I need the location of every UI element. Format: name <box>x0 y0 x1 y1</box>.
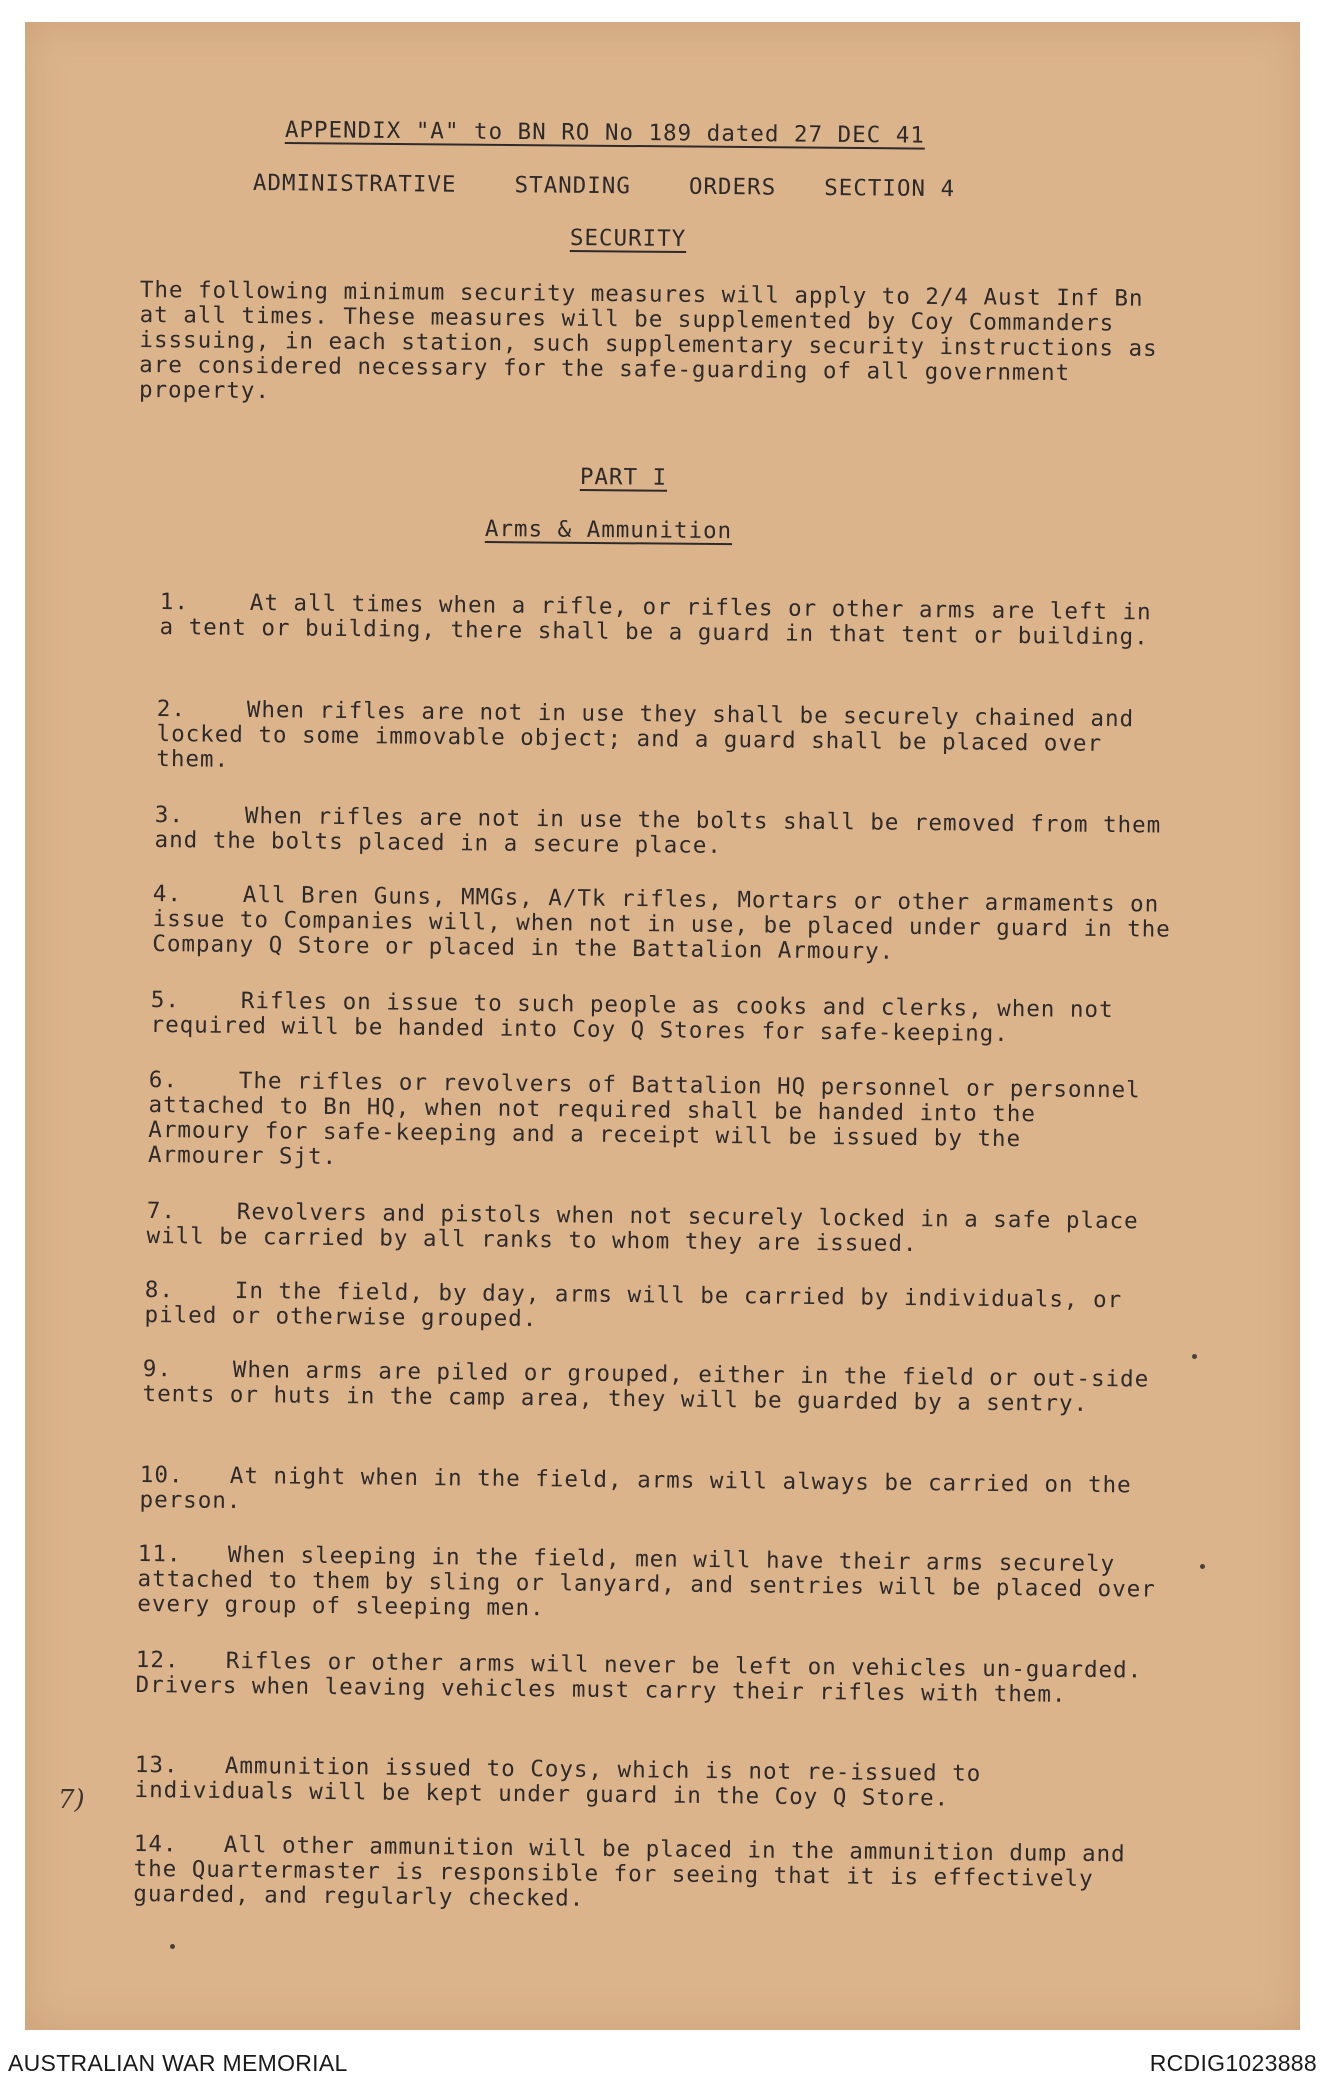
heading-word: SECTION 4 <box>824 174 956 203</box>
order-item-1 <box>159 590 1159 650</box>
item-text: When sleeping in the field, men will have their arms securely attached to them by sling or lanyard, and sentries will be placed over every group of sleeping men. <box>137 1541 1156 1622</box>
part-title: PART I <box>579 464 668 491</box>
item-text: Rifles or other arms will never be left on vehicles un-guarded. Drivers when leaving vehicles must carry their rifles with them. <box>135 1647 1143 1708</box>
item-number: 9. <box>142 1356 173 1383</box>
item-text: Ammunition issued to Coys, which is not re-issued to individuals will be kept under guard in the Coy Q Store. <box>134 1752 982 1812</box>
item-text: At night when in the field, arms will always be carried on the person. <box>139 1462 1132 1515</box>
ink-speck <box>1200 1564 1205 1569</box>
order-item-10 <box>139 1463 1139 1523</box>
archive-credit: AUSTRALIAN WAR MEMORIAL <box>8 2050 348 2076</box>
order-item-7 <box>146 1199 1146 1259</box>
item-text: Rifles on issue to such people as cooks and clerks, when not required will be handed into Coy Q Stores for safe-keeping. <box>150 987 1114 1047</box>
item-number: 3. <box>154 802 185 829</box>
item-number: 4. <box>152 881 183 908</box>
heading-word: STANDING <box>514 172 632 200</box>
item-number: 14. <box>133 1831 178 1858</box>
item-text: Revolvers and pistols when not securely locked in a safe place will be carried by all ranks to whom they are issued. <box>146 1198 1139 1258</box>
item-text: At all times when a rifle, or rifles or other arms are left in a tent or building, there shall be a guard in that tent or building. <box>159 589 1152 651</box>
order-item-5 <box>150 988 1160 1049</box>
item-text: In the field, by day, arms will be carried by individuals, or piled or otherwise grouped. <box>144 1277 1123 1333</box>
order-item-4 <box>152 882 1193 968</box>
item-number: 7. <box>146 1198 177 1225</box>
part-subtitle: Arms & Ammunition <box>484 516 733 545</box>
order-item-12 <box>135 1648 1155 1709</box>
item-text: All other ammunition will be placed in the ammunition dump and the Quartermaster is responsible for seeing that it is effectively guarded, and regularly checked. <box>133 1831 1126 1912</box>
order-item-8 <box>144 1278 1164 1339</box>
order-item-13 <box>134 1753 1124 1813</box>
item-number: 8. <box>144 1277 175 1304</box>
item-number: 13. <box>134 1752 179 1779</box>
item-number: 12. <box>135 1647 180 1674</box>
ink-speck <box>1192 1354 1197 1359</box>
heading-word: ADMINISTRATIVE <box>252 170 457 198</box>
intro-paragraph: The following minimum security measures will apply to 2/4 Aust Inf Bn at all times. These measures will be supplemented by Coy Commanders isssuing, in each station, such supplementary security instructions as are considered necessary for the safe-guarding of all government property. <box>138 277 1158 405</box>
order-item-2 <box>156 697 1187 783</box>
order-item-14 <box>133 1832 1134 1917</box>
item-number: 5. <box>150 987 181 1014</box>
order-item-6 <box>148 1068 1149 1178</box>
item-text: The rifles or revolvers of Battalion HQ personnel or personnel attached to Bn HQ, when not required shall be handed into the Armoury for safe-keeping and a receipt will be issued by the Armourer Sjt. <box>147 1067 1141 1170</box>
item-number: 1. <box>159 589 190 616</box>
item-text: All Bren Guns, MMGs, A/Tk rifles, Mortars or other armaments on issue to Companies will, when not in use, be placed under guard in the Company Q Store or placed in the Battalion Armoury. <box>152 881 1171 965</box>
item-text: When rifles are not in use the bolts shall be removed from them and the bolts placed in a secure place. <box>154 802 1162 859</box>
item-number: 10. <box>139 1462 184 1489</box>
ink-speck <box>170 1944 175 1949</box>
item-text: When arms are piled or grouped, either in the field or out-side tents or huts in the camp area, they will be guarded by a sentry. <box>142 1356 1150 1417</box>
item-number: 11. <box>137 1541 182 1568</box>
margin-annotation: 7) <box>58 1785 85 1815</box>
security-title: SECURITY <box>569 225 687 253</box>
order-item-11 <box>137 1542 1178 1628</box>
item-number: 6. <box>148 1067 179 1094</box>
item-text: When rifles are not in use they shall be securely chained and locked to some immovable object; and a guard shall be placed over them. <box>156 696 1135 773</box>
archive-id: RCDIG1023888 <box>1149 2050 1317 2076</box>
appendix-heading: APPENDIX "A" to BN RO No 189 dated 27 DEC 41 <box>284 117 926 149</box>
heading-word: ORDERS <box>688 173 777 201</box>
item-number: 2. <box>156 696 187 723</box>
